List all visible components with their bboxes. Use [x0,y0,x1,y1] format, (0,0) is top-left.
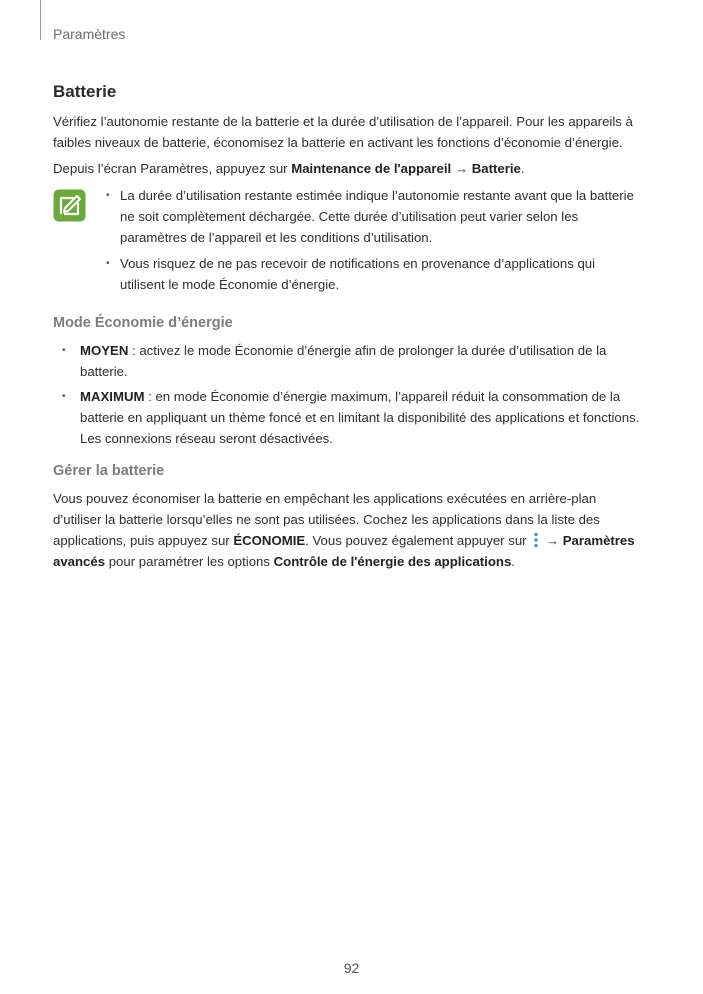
path-item-battery: Batterie [471,161,521,176]
mode-item-moyen [53,340,643,382]
path-item-device-maintenance: Maintenance de l'appareil [291,161,452,176]
path-suffix: . [520,161,525,176]
manage-text: . Vous pouvez également appuyer sur [305,533,531,548]
page-content [53,82,643,572]
page-number: 92 [343,960,360,976]
manage-text: pour paramétrer les options [105,554,274,569]
note-pencil-icon [53,189,86,222]
note-item: • Vous risquez de ne pas recevoir de notifications en provenance d’applications qui utilisent le mode Économie d’énergie. [108,253,643,295]
navigation-path [53,158,643,179]
mode-description: : activez le mode Économie d’énergie afin de prolonger la durée d’utilisation de la batterie. [80,343,607,379]
economy-label: ÉCONOMIE [233,533,306,548]
mode-term: MOYEN [80,343,129,358]
note-box [53,185,643,295]
advanced-settings-label: Paramètres avancés [53,533,635,569]
manage-arrow: → [542,533,563,548]
note-list [108,185,643,295]
mode-list [53,340,643,449]
more-options-icon [532,532,540,548]
mode-description: : en mode Économie d’énergie maximum, l’appareil réduit la consommation de la batterie en appliquant un thème foncé et en limitant la disponibilité des applications et fonctions. Les connexions réseau seront désactivées. [80,389,640,446]
manage-heading: Gérer la batterie [53,463,165,479]
intro-paragraph: Vérifiez l’autonomie restante de la batterie et la durée d’utilisation de l’appareil. Pour les appareils à faibles niveaux de batterie, économisez la batterie en activant les fonctions d’économie d’énergie. [53,114,633,150]
path-arrow: → [451,161,472,176]
running-header: Paramètres [53,26,126,42]
manage-paragraph [53,488,643,572]
mode-heading: Mode Économie d’énergie [53,315,233,331]
app-power-control-label: Contrôle de l'énergie des applications [273,554,512,569]
mode-term: MAXIMUM [80,389,145,404]
header-rule [40,0,41,40]
note-item: • La durée d’utilisation restante estimée indique l’autonomie restante avant que la batterie ne soit complètement déchargée. Cette durée d’utilisation peut varier selon les paramètres de l’appareil et les conditions d’utilisation. [108,185,643,248]
mode-item-maximum [53,386,643,449]
manage-text: Vous pouvez économiser la batterie en empêchant les applications exécutées en arrière-plan d’utiliser la batterie lorsqu’elles ne sont pas utilisées. Cochez les applications dans la liste des applications, puis appuyez sur [53,491,600,548]
path-prefix: Depuis l’écran Paramètres, appuyez sur [53,161,292,176]
manage-text: . [511,554,515,569]
section-title: Batterie [53,82,117,101]
